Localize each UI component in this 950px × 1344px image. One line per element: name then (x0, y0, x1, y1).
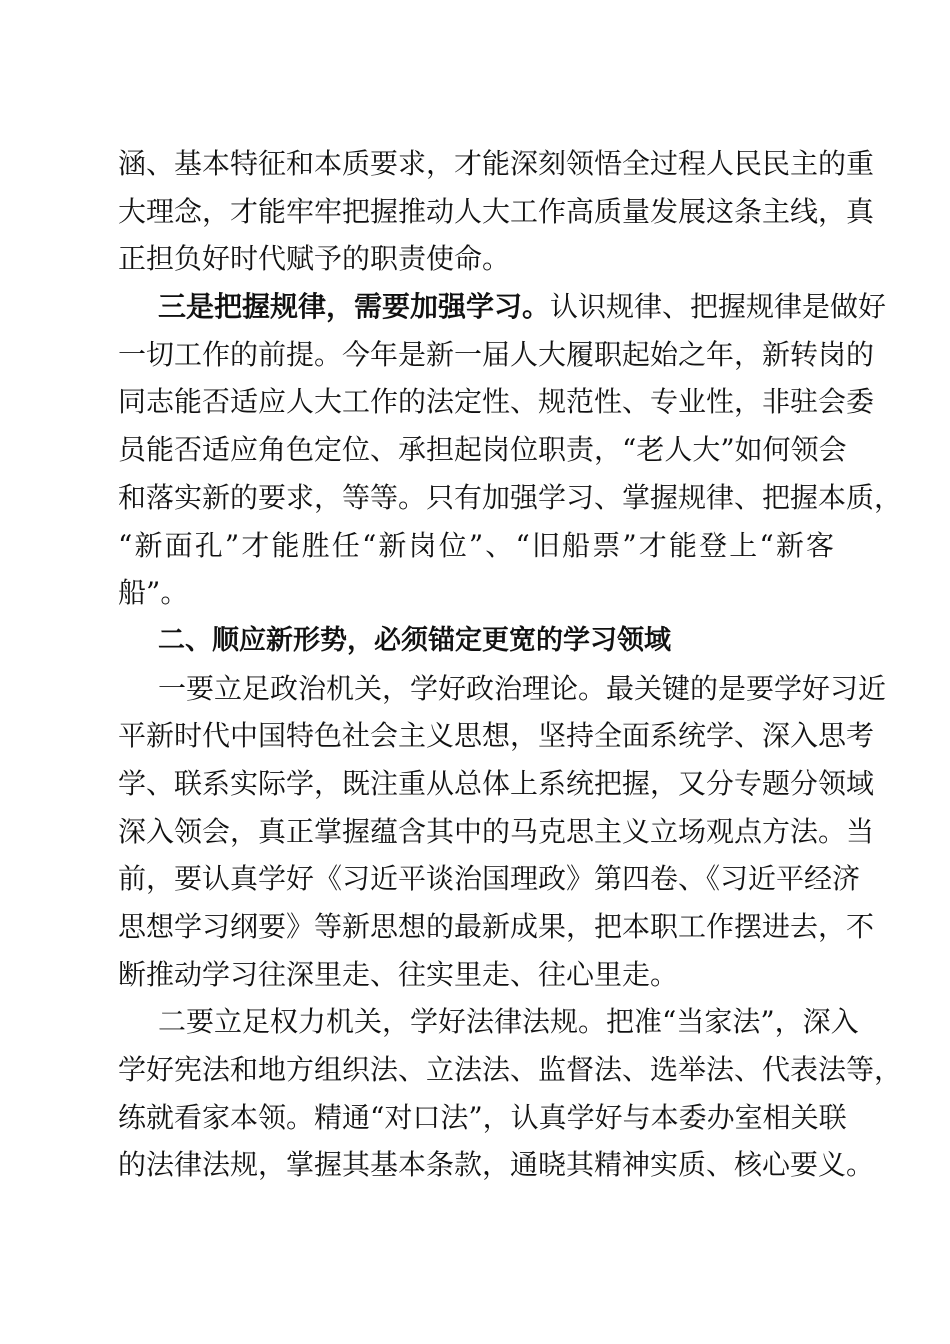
text-line: 大理念，才能牢牢把握推动人大工作高质量发展这条主线，真 (118, 194, 875, 228)
text-line: 学、联系实际学，既注重从总体上系统把握，又分专题分领域 (118, 766, 875, 800)
text-line: 正担负好时代赋予的职责使命。 (118, 242, 511, 276)
section-heading: 二、顺应新形势，必须锚定更宽的学习领域 (158, 624, 671, 656)
text-line: 一切工作的前提。今年是新一届人大履职起始之年，新转岗的 (118, 337, 875, 371)
paragraph-lead-phrase: 三是把握规律，需要加强学习。 (158, 290, 551, 324)
text-line: 断推动学习往深里走、往实里走、往心里走。 (118, 957, 679, 991)
text-line (118, 283, 887, 331)
text-line: 员能否适应角色定位、承担起岗位职责，“老人大”如何领会 (118, 433, 847, 467)
document-body (118, 140, 903, 1189)
text-line: 涵、基本特征和本质要求，才能深刻领悟全过程人民民主的重 (118, 147, 875, 180)
text-line: 一要立足政治机关，学好政治理论。最关键的是要学好习近 (158, 671, 887, 705)
text-line: 思想学习纲要》等新思想的最新成果，把本职工作摆进去，不 (118, 910, 875, 943)
text-line: 平新时代中国特色社会主义思想，坚持全面系统学、深入思考 (118, 719, 875, 753)
text-line: 的法律法规，掌握其基本条款，通晓其精神实质、核心要义。 (118, 1148, 875, 1182)
text-line: 同志能否适应人大工作的法定性、规范性、专业性，非驻会委 (118, 385, 875, 419)
text-line: “新面孔”才能胜任“新岗位”、“旧船票”才能登上“新客 (118, 528, 834, 562)
text-line: 深入领会，真正掌握蕴含其中的马克思主义立场观点方法。当 (118, 814, 875, 848)
text-line: 和落实新的要求，等等。只有加强学习、掌握规律、把握本质， (118, 480, 903, 514)
text-line: 二要立足权力机关，学好法律法规。把准“当家法”，深入 (158, 1005, 859, 1039)
text-line-content: 认识规律、把握规律是做好 (550, 290, 887, 324)
text-line: 前，要认真学好《习近平谈治国理政》第四卷、《习近平经济 (118, 862, 861, 896)
text-line: 练就看家本领。精通“对口法”，认真学好与本委办室相关联 (118, 1100, 847, 1134)
text-line: 学好宪法和地方组织法、立法法、监督法、选举法、代表法等， (118, 1053, 903, 1087)
text-line: 船”。 (118, 576, 189, 610)
